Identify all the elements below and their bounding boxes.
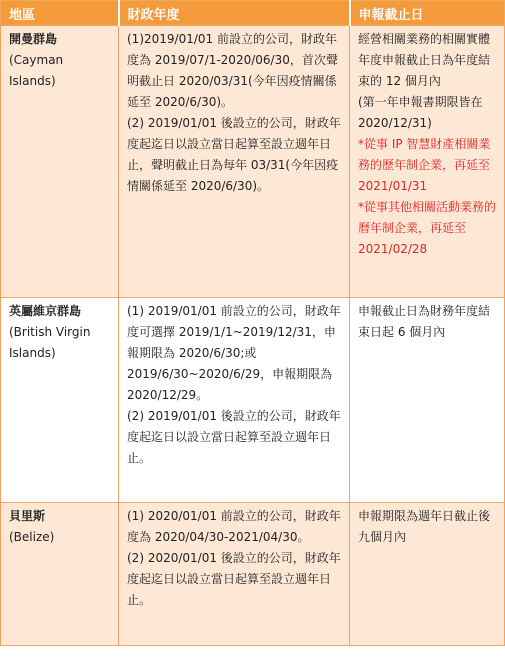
region-name: 開曼群島: [9, 32, 58, 46]
region-cell: [1, 298, 119, 503]
region-name: 英屬維京群島: [9, 304, 82, 318]
deadline-cell: [350, 298, 505, 503]
table-row: [1, 26, 505, 298]
deadline-item: 申報期限為週年日截止後九個月內: [358, 509, 491, 544]
header-fiscal-year: 財政年度: [119, 1, 350, 26]
fiscal-item: (2) 2020/01/01 後設立的公司，財政年度起迄日以設立當日起算至設立週年日止。: [127, 551, 341, 607]
region-english: (British Virgin Islands): [9, 325, 91, 360]
deadline-item: (第一年申報書期限皆在 2020/12/31): [358, 95, 483, 130]
header-filing-deadline: 申報截止日: [350, 1, 505, 26]
table-row: [1, 298, 505, 503]
deadline-cell: [350, 26, 505, 298]
fiscal-year-cell: [119, 298, 350, 503]
fiscal-year-cell: [119, 26, 350, 298]
region-name: 貝里斯: [9, 509, 46, 523]
deadline-note-red: *從事 IP 智慧財產相關業務的歷年制企業，再延至 2021/01/31: [358, 137, 491, 193]
region-english: (Belize): [9, 530, 55, 544]
fiscal-year-cell: [119, 503, 350, 646]
fiscal-item: (1)2019/01/01 前設立的公司，財政年度為 2019/07/1-2020/06/30，首次聲明截止日 2020/03/31(今年因疫情關係延至 2020/6/30)。: [127, 32, 338, 109]
table-row: [1, 503, 505, 646]
header-row: [1, 1, 505, 26]
header-region: 地區: [1, 1, 119, 26]
region-cell: [1, 26, 119, 298]
deadline-cell: [350, 503, 505, 646]
deadline-note-red: *從事其他相關活動業務的曆年制企業，再延至 2021/02/28: [358, 200, 497, 256]
fiscal-item: (2) 2019/01/01 後設立的公司，財政年度起迄日以設立當日起算至設立週年日止，聲明截止日為每年 03/31(今年因疫情關係延至 2020/6/30)。: [127, 116, 341, 193]
region-cell: [1, 503, 119, 646]
deadline-item: 經營相關業務的相關實體年度申報截止日為年度結束的 12 個月內: [358, 32, 491, 88]
deadline-item: 申報截止日為財務年度結束日起 6 個月內: [358, 304, 491, 339]
fiscal-item: (1) 2019/01/01 前設立的公司，財政年度可選擇 2019/1/1~2019/12/31，申報期限為 2020/6/30;或 2019/6/30~2020/6/29，申報期限為 2020/12/29。: [127, 304, 341, 402]
fiscal-item: (2) 2019/01/01 後設立的公司，財政年度起迄日以設立當日起算至設立週年日止。: [127, 409, 341, 465]
fiscal-item: (1) 2020/01/01 前設立的公司，財政年度為 2020/04/30-2021/04/30。: [127, 509, 341, 544]
region-english: (Cayman Islands): [9, 53, 64, 88]
